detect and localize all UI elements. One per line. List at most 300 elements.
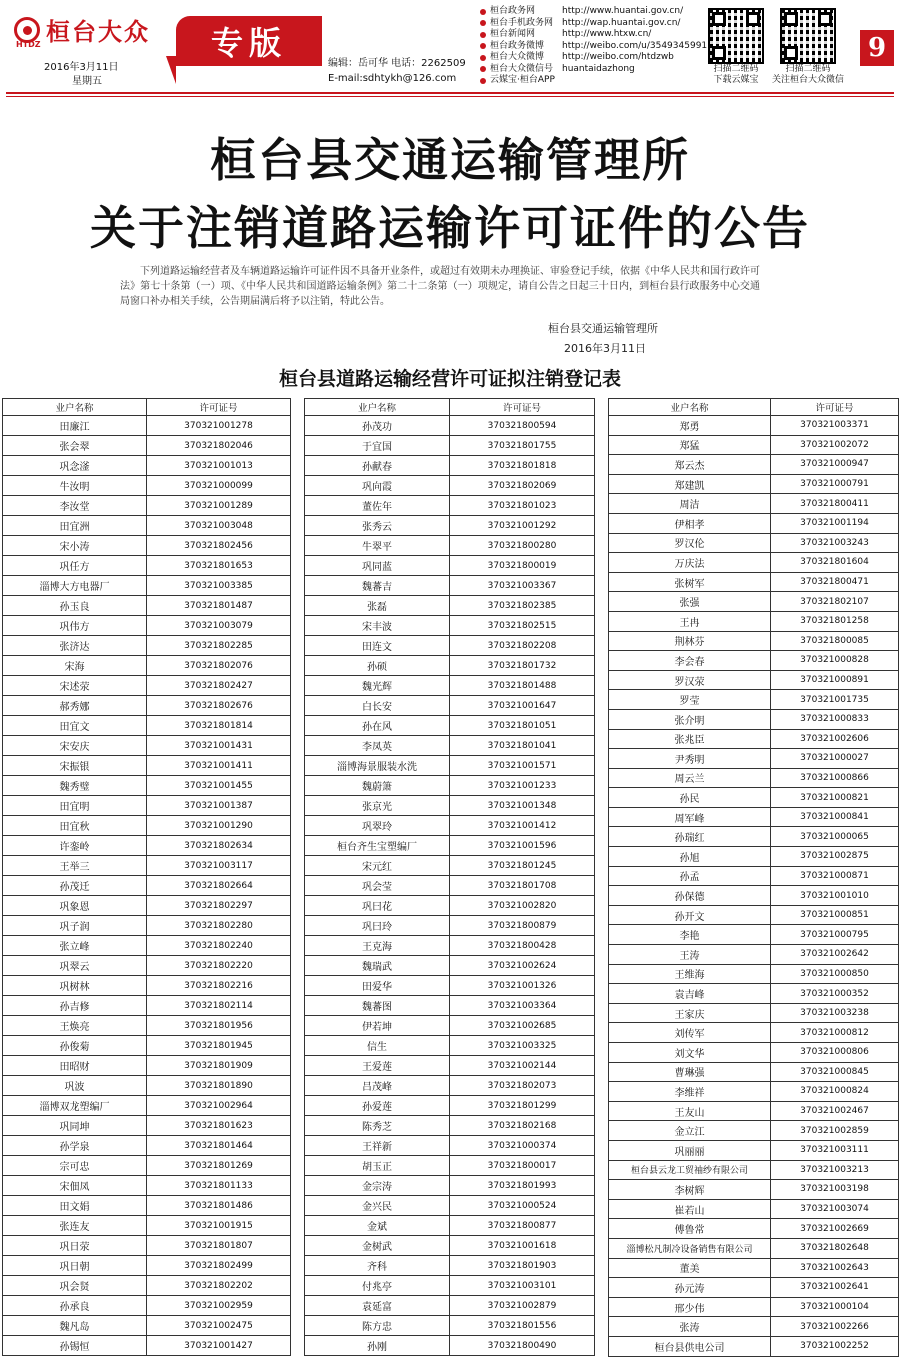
cell-name: 王祥新 (305, 1136, 450, 1156)
cell-license: 370321802634 (147, 836, 291, 856)
table-row (609, 651, 899, 671)
cell-license: 370321801299 (450, 1096, 595, 1116)
table-row (609, 886, 899, 906)
table-row (305, 856, 595, 876)
table-row (609, 533, 899, 553)
cell-license: 370321802297 (147, 896, 291, 916)
table-row (609, 690, 899, 710)
cell-license: 370321001618 (450, 1236, 595, 1256)
cell-name: 孙在风 (305, 716, 450, 736)
table-row (3, 496, 291, 516)
cell-license: 370321801487 (147, 596, 291, 616)
table-row (305, 556, 595, 576)
cell-license: 370321800017 (450, 1156, 595, 1176)
cell-license: 370321800428 (450, 936, 595, 956)
cell-name: 胡玉正 (305, 1156, 450, 1176)
cell-license: 370321000374 (450, 1136, 595, 1156)
table-row (305, 656, 595, 676)
cell-name: 巩日朝 (3, 1256, 147, 1276)
cell-license: 370321001233 (450, 776, 595, 796)
table-row (3, 1096, 291, 1116)
table-row (609, 866, 899, 886)
cell-license: 370321001326 (450, 976, 595, 996)
cell-name: 张兆臣 (609, 729, 771, 749)
cell-name: 孙献春 (305, 456, 450, 476)
table-row (3, 796, 291, 816)
table-row (609, 474, 899, 494)
bullet-icon (480, 66, 486, 72)
cell-name: 牛汝明 (3, 476, 147, 496)
cell-license: 370321801653 (147, 556, 291, 576)
table-row (3, 896, 291, 916)
bullet-icon (480, 20, 486, 26)
cell-name: 金宗涛 (305, 1176, 450, 1196)
table-row (3, 1256, 291, 1276)
table-row (609, 964, 899, 984)
table-row (609, 455, 899, 475)
notice-paragraph: 下列道路运输经营者及车辆道路运输许可证件因不具备开业条件，或超过有效期未办理换证、审验登记手续，依据《中华人民共和国行政许可法》第七十条第（一）项、《中华人民共和国道路运输条例》第二十二条第（一）项规定，请自公告之日起三十日内，到桓台县行政服务中心交通局窗口补办相关手续，公告期届满后将予以注销，特此公告。 (120, 266, 760, 307)
table-row (609, 1121, 899, 1141)
cell-license: 370321800411 (771, 494, 899, 514)
table-row (3, 1016, 291, 1036)
cell-license: 370321000866 (771, 768, 899, 788)
table-row (609, 416, 899, 436)
bullet-icon (480, 55, 486, 61)
bullet-icon (480, 43, 486, 49)
table-row (305, 516, 595, 536)
link-item[interactable] (480, 75, 707, 87)
link-item[interactable] (480, 29, 707, 41)
cell-name: 巩任方 (3, 556, 147, 576)
cell-name: 巩同蓝 (305, 556, 450, 576)
table-title: 桓台县道路运输经营许可证拟注销登记表 (278, 368, 621, 390)
table-row (3, 996, 291, 1016)
cell-name: 巩曰花 (305, 896, 450, 916)
header-license: 许可证号 (771, 399, 899, 416)
cell-name: 宗可忠 (3, 1156, 147, 1176)
table-row (305, 956, 595, 976)
table-row (305, 696, 595, 716)
cell-license: 370321000891 (771, 670, 899, 690)
table-row (305, 1016, 595, 1036)
cell-name: 李凤英 (305, 736, 450, 756)
table-row (609, 1336, 899, 1356)
cell-name: 周云兰 (609, 768, 771, 788)
cell-name: 金兴民 (305, 1196, 450, 1216)
cell-license: 370321801732 (450, 656, 595, 676)
cell-license: 370321801556 (450, 1316, 595, 1336)
cell-license: 370321003243 (771, 533, 899, 553)
cell-license: 370321002641 (771, 1278, 899, 1298)
cell-name: 桓台齐生宝塑编厂 (305, 836, 450, 856)
table-row (305, 676, 595, 696)
cell-name: 巩伟方 (3, 616, 147, 636)
cell-license: 370321802069 (450, 476, 595, 496)
editor-email[interactable]: E-mail:sdhtykh@126.com (328, 73, 457, 84)
cell-name: 桓台县供电公司 (609, 1336, 771, 1356)
link-url[interactable]: http://wap.huantai.gov.cn/ (562, 17, 681, 28)
cell-license: 370321802114 (147, 996, 291, 1016)
cell-name: 田廉江 (3, 416, 147, 436)
cell-name: 王举三 (3, 856, 147, 876)
cell-name: 巩翠云 (3, 956, 147, 976)
masthead-divider-thin (6, 96, 894, 97)
cell-name: 袁延富 (305, 1296, 450, 1316)
table-row (305, 1196, 595, 1216)
link-name: 桓台政务网 (490, 6, 536, 16)
cell-name: 巩同坤 (3, 1116, 147, 1136)
cell-license: 370321802073 (450, 1076, 595, 1096)
cell-name: 孙刚 (305, 1336, 450, 1356)
cell-license: 370321800877 (450, 1216, 595, 1236)
table-row (305, 1136, 595, 1156)
table-row (609, 768, 899, 788)
table-row (305, 1076, 595, 1096)
cell-name: 张强 (609, 592, 771, 612)
cell-name: 孙吉修 (3, 996, 147, 1016)
cell-license: 370321001915 (147, 1216, 291, 1236)
cell-name: 宋振银 (3, 756, 147, 776)
cell-name: 金斌 (305, 1216, 450, 1236)
table-header-row (3, 399, 291, 416)
cell-name: 巩树林 (3, 976, 147, 996)
cell-license: 370321001455 (147, 776, 291, 796)
table-row (609, 1238, 899, 1258)
cell-name: 田文娟 (3, 1196, 147, 1216)
link-item[interactable] (480, 64, 707, 76)
cell-name: 董美 (609, 1258, 771, 1278)
cell-license: 370321001013 (147, 456, 291, 476)
link-item[interactable] (480, 18, 707, 30)
cell-license: 370321800490 (450, 1336, 595, 1356)
cell-name: 巩象恩 (3, 896, 147, 916)
cell-license: 370321002643 (771, 1258, 899, 1278)
table-row (305, 1036, 595, 1056)
table-row (305, 796, 595, 816)
cell-license: 370321801486 (147, 1196, 291, 1216)
table-row (609, 572, 899, 592)
cell-license: 370321002266 (771, 1317, 899, 1337)
link-item[interactable] (480, 6, 707, 18)
cell-name: 巩会莹 (305, 876, 450, 896)
notice-signature: 桓台县交通运输管理所 (548, 322, 658, 335)
cell-name: 田宜明 (3, 796, 147, 816)
link-url[interactable]: http://weibo.com/u/3549345991 (562, 40, 708, 51)
cell-name: 孙孟 (609, 866, 771, 886)
table-row (3, 816, 291, 836)
cell-license: 370321802515 (450, 616, 595, 636)
table-row (3, 776, 291, 796)
cell-name: 张立峰 (3, 936, 147, 956)
cell-license: 370321001289 (147, 496, 291, 516)
link-url[interactable]: http://www.huantai.gov.cn/ (562, 6, 684, 16)
cell-name: 孙硕 (305, 656, 450, 676)
cell-name: 陈秀芝 (305, 1116, 450, 1136)
table-row (609, 494, 899, 514)
table-row (305, 976, 595, 996)
cell-name: 孙茂迁 (3, 876, 147, 896)
page-number: 9 (860, 30, 894, 66)
table-row (305, 736, 595, 756)
link-url[interactable]: huantaidazhong (562, 63, 635, 74)
cell-name: 李汝堂 (3, 496, 147, 516)
issue-date: 2016年3月11日 (44, 62, 119, 73)
editor-phone: 编辑：岳可华 电话：2262509 (328, 58, 466, 69)
link-item[interactable] (480, 41, 707, 53)
link-name: 桓台政务微博 (490, 40, 545, 51)
table-row (609, 945, 899, 965)
cell-name: 王焕亮 (3, 1016, 147, 1036)
table-row (609, 553, 899, 573)
table-row (3, 756, 291, 776)
table-row (305, 896, 595, 916)
cell-name: 魏蕃图 (305, 996, 450, 1016)
cell-name: 吕茂峰 (305, 1076, 450, 1096)
table-row (3, 916, 291, 936)
link-name: 桓台大众微信号 (490, 63, 554, 74)
logo-icon (14, 17, 40, 43)
link-url[interactable]: http://weibo.com/htdzwb (562, 52, 674, 62)
table-row (3, 1196, 291, 1216)
cell-license: 370321003101 (450, 1276, 595, 1296)
cell-license: 370321001411 (147, 756, 291, 776)
qr-caption-wechat: 扫描二维码 关注桓台大众微信 (771, 64, 844, 85)
cell-license: 370321000850 (771, 964, 899, 984)
table-row (3, 876, 291, 896)
table-row (609, 1101, 899, 1121)
table-row (3, 716, 291, 736)
cell-license: 370321802676 (147, 696, 291, 716)
cell-license: 370321802280 (147, 916, 291, 936)
cell-license: 370321002606 (771, 729, 899, 749)
cell-name: 孙旭 (609, 847, 771, 867)
table-row (305, 436, 595, 456)
table-row (305, 876, 595, 896)
cell-license: 370321002959 (147, 1296, 291, 1316)
cell-name: 张涛 (609, 1317, 771, 1337)
cell-license: 370321802648 (771, 1238, 899, 1258)
cell-name: 孙保德 (609, 886, 771, 906)
cell-name: 刘文华 (609, 1043, 771, 1063)
cell-name: 金立江 (609, 1121, 771, 1141)
link-url[interactable]: http://www.htxw.cn/ (562, 29, 652, 39)
table-row (305, 1116, 595, 1136)
table-row (305, 596, 595, 616)
cell-license: 370321003048 (147, 516, 291, 536)
cell-name: 刘传军 (609, 1023, 771, 1043)
cell-license: 370321801945 (147, 1036, 291, 1056)
header-name: 业户名称 (3, 399, 147, 416)
qr-code-icon (780, 8, 836, 64)
notice-date: 2016年3月11日 (564, 342, 646, 355)
cell-license: 370321002624 (450, 956, 595, 976)
table-row (305, 756, 595, 776)
qr-caption-download: 扫描二维码 下载云媒宝 (713, 64, 759, 85)
headline-line2: 关于注销道路运输许可证件的公告 (90, 201, 810, 255)
cell-license: 370321801133 (147, 1176, 291, 1196)
cell-license: 370321002875 (771, 847, 899, 867)
cell-name: 淄博松凡制冷设备销售有限公司 (609, 1238, 771, 1258)
cell-name: 巩向霞 (305, 476, 450, 496)
cell-name: 王涛 (609, 945, 771, 965)
logo-abbr: HTDZ (16, 40, 41, 49)
cell-name: 万庆法 (609, 553, 771, 573)
table-row (609, 788, 899, 808)
cell-license: 370321801814 (147, 716, 291, 736)
table-row (609, 709, 899, 729)
cell-name: 巩子润 (3, 916, 147, 936)
table-row (609, 1258, 899, 1278)
cell-license: 370321000833 (771, 709, 899, 729)
cell-license: 370321801488 (450, 676, 595, 696)
cell-name: 张济达 (3, 636, 147, 656)
cell-license: 370321003325 (450, 1036, 595, 1056)
cell-name: 罗汉伦 (609, 533, 771, 553)
cell-name: 桓台县云龙工贸袖纱有限公司 (609, 1160, 771, 1180)
table-row (609, 435, 899, 455)
logo-name: 桓台大众 (46, 17, 150, 46)
cell-license: 370321801708 (450, 876, 595, 896)
cell-license: 370321802456 (147, 536, 291, 556)
cell-license: 370321001292 (450, 516, 595, 536)
cell-license: 370321001010 (771, 886, 899, 906)
table-row (609, 905, 899, 925)
cell-license: 370321000851 (771, 905, 899, 925)
cell-name: 宋丰波 (305, 616, 450, 636)
cell-license: 370321802076 (147, 656, 291, 676)
table-row (3, 736, 291, 756)
cell-license: 370321002685 (450, 1016, 595, 1036)
cell-license: 370321002859 (771, 1121, 899, 1141)
cell-name: 荆林芬 (609, 631, 771, 651)
cell-name: 郑建凯 (609, 474, 771, 494)
cell-name: 李维祥 (609, 1082, 771, 1102)
table-row (305, 716, 595, 736)
cell-license: 370321003079 (147, 616, 291, 636)
cell-license: 370321801903 (450, 1256, 595, 1276)
table-row (305, 536, 595, 556)
link-item[interactable] (480, 52, 707, 64)
table-row (305, 1056, 595, 1076)
cell-license: 370321001427 (147, 1336, 291, 1356)
cell-name: 伊相孝 (609, 513, 771, 533)
issue-weekday: 星期五 (72, 76, 102, 87)
cell-name: 周洁 (609, 494, 771, 514)
cell-name: 宋佃凤 (3, 1176, 147, 1196)
cell-license: 370321000824 (771, 1082, 899, 1102)
cell-license: 370321000845 (771, 1062, 899, 1082)
cell-license: 370321802220 (147, 956, 291, 976)
table-row (3, 536, 291, 556)
cell-license: 370321001735 (771, 690, 899, 710)
table-row (3, 836, 291, 856)
table-row (305, 1216, 595, 1236)
cell-name: 傅鲁常 (609, 1219, 771, 1239)
cell-license: 370321000806 (771, 1043, 899, 1063)
cell-license: 370321802046 (147, 436, 291, 456)
table-row (305, 496, 595, 516)
cell-license: 370321001290 (147, 816, 291, 836)
table-row (305, 836, 595, 856)
cell-name: 张连友 (3, 1216, 147, 1236)
cell-name: 宋元红 (305, 856, 450, 876)
cell-license: 370321002144 (450, 1056, 595, 1076)
cell-license: 370321801956 (147, 1016, 291, 1036)
cell-name: 罗汉荥 (609, 670, 771, 690)
cell-name: 宋述荥 (3, 676, 147, 696)
cell-name: 白长安 (305, 696, 450, 716)
table-row (3, 416, 291, 436)
cell-name: 魏瑞武 (305, 956, 450, 976)
cell-license: 370321802208 (450, 636, 595, 656)
cell-license: 370321001412 (450, 816, 595, 836)
table-row (609, 827, 899, 847)
cell-name: 王爱莲 (305, 1056, 450, 1076)
cell-license: 370321802107 (771, 592, 899, 612)
table-row (305, 1336, 595, 1356)
table-row (609, 1317, 899, 1337)
cell-name: 巩丽丽 (609, 1140, 771, 1160)
cell-name: 曹琳强 (609, 1062, 771, 1082)
table-row (609, 1043, 899, 1063)
cell-name: 金树武 (305, 1236, 450, 1256)
cell-license: 370321801604 (771, 553, 899, 573)
cell-license: 370321002475 (147, 1316, 291, 1336)
cell-name: 陈方忠 (305, 1316, 450, 1336)
bullet-icon (480, 9, 486, 15)
table-row (3, 936, 291, 956)
cell-license: 370321003364 (450, 996, 595, 1016)
cell-license: 370321002964 (147, 1096, 291, 1116)
table-row (305, 456, 595, 476)
table-row (609, 1180, 899, 1200)
cell-license: 370321800594 (450, 416, 595, 436)
cell-name: 淄博海景服装水洗 (305, 756, 450, 776)
cell-name: 孙锡恒 (3, 1336, 147, 1356)
header-license: 许可证号 (450, 399, 595, 416)
cell-license: 370321000947 (771, 455, 899, 475)
cell-name: 张磊 (305, 596, 450, 616)
cell-license: 370321801755 (450, 436, 595, 456)
table-row (305, 476, 595, 496)
cell-license: 370321000795 (771, 925, 899, 945)
cell-license: 370321001431 (147, 736, 291, 756)
table-row (609, 1199, 899, 1219)
cell-license: 370321002072 (771, 435, 899, 455)
header-license: 许可证号 (147, 399, 291, 416)
table-row (609, 1003, 899, 1023)
table-row (609, 1062, 899, 1082)
cell-license: 370321002642 (771, 945, 899, 965)
cell-name: 孙学泉 (3, 1136, 147, 1156)
cell-name: 淄博大方电器厂 (3, 576, 147, 596)
cell-license: 370321001596 (450, 836, 595, 856)
table-row (3, 696, 291, 716)
cell-license: 370321802499 (147, 1256, 291, 1276)
table-row (609, 1297, 899, 1317)
cell-license: 370321002252 (771, 1336, 899, 1356)
cell-name: 郝秀娜 (3, 696, 147, 716)
cell-license: 370321802664 (147, 876, 291, 896)
cell-license: 370321002879 (450, 1296, 595, 1316)
table-header-row (609, 399, 899, 416)
table-row (3, 596, 291, 616)
cell-name: 李艳 (609, 925, 771, 945)
table-row (305, 816, 595, 836)
cell-license: 370321000027 (771, 749, 899, 769)
table-row (609, 1082, 899, 1102)
registry-table-col1 (2, 398, 291, 1356)
